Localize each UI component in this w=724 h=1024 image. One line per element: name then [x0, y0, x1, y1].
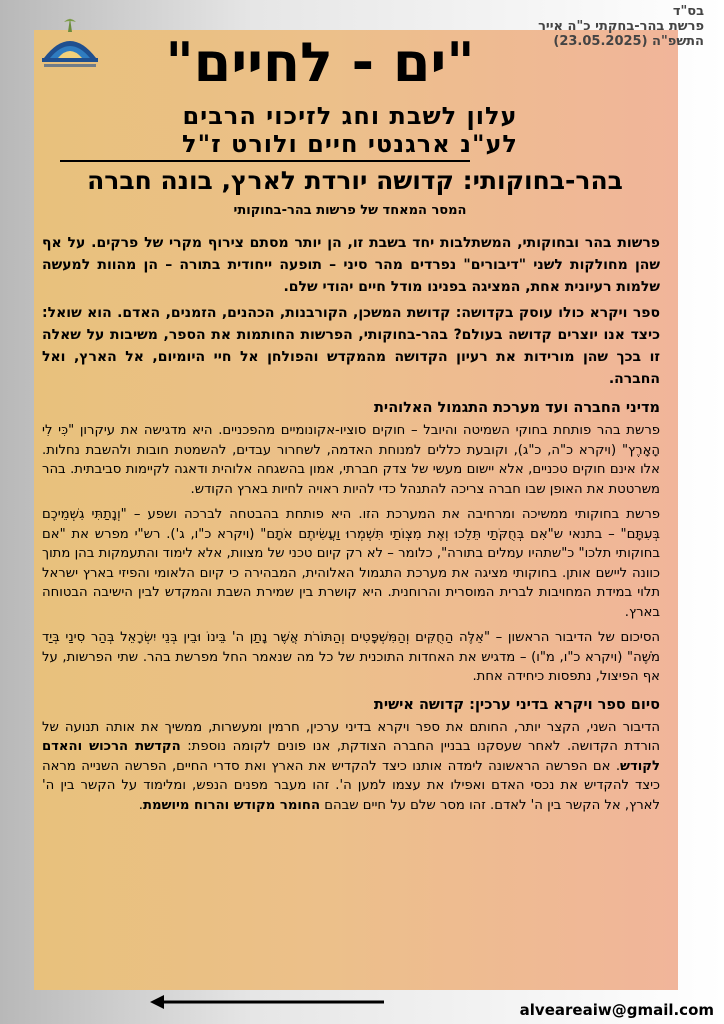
section-1-paragraph-1: פרשת בהר פותחת בחוקי השמיטה והיובל – חוקים סוציו-אקונומיים מהפכניים. היא מדגישה את עיקרון "כִּי לִי הָאָרֶץ" (ויקרא כ"ה, כ"ג), וקובעת כללים למנוחת האדמה, לשחרור עבדים, להשמטת חובות ולהשבת נחלות. אלו אינם חוקים טכניים, אלא יישום מעשי של צדק חברתי, אמון בהשגחה אלוהית ודאגה לקיימות סביבתית. בהר משרטטת את האופן שבו חברה צריכה להתנהל כדי להיות ראויה לחיות בארץ הקודש. [42, 423, 660, 497]
header-parasha: פרשת בהר-בחקתי כ"ה אייר [538, 19, 704, 34]
header-divider [60, 160, 470, 162]
left-arrow-icon[interactable] [148, 992, 388, 1012]
section-2-text-1: הדיבור השני, הקצר יותר, החותם את ספר ויקרא בדיני ערכין, חרמין ומעשרות, ממשיך את אותה תנועה של הורדת הקדושה. לאחר שעסקנו בבניין החברה הצודקת, אנו פונים לקומה נוספת: [42, 719, 660, 754]
subtitle-line-2: לע"נ ארגנטי חיים ולורט ז"ל [182, 130, 518, 158]
section-2-end: . [138, 797, 143, 813]
section-1-paragraph-2: פרשת בחוקותי ממשיכה ומרחיבה את המערכת הזו. היא פותחת בהבטחה לברכה ושפע – "וְנָתַתִּי גִשְׁמֵיכֶם בְּעִתָּם" – בתנאי ש"אִם בְּחֻקֹּתַי תֵּלֵכוּ וְאֶת מִצְוֹתַי תִּשְׁמְרוּ וַעֲשִׂיתֶם אֹתָם" (ויקרא כ"ו, ג'). רש"י מפרש את "אם בחוקותי תלכו" כ"שתהיו עמלים בתורה", כלומר – לא רק קיום טכני של מצוות, אלא לימוד והתעמקות בהן מתוך כוונה ליישם אותן. בחוקותי מציגה את מערכת התגמול האלוהית, המבהירה כי קיום הלאומי והפיזי בארץ ישראל תלוי במידת המחויבות לברית המוסרית והרוחנית. היא קושרת בין שמירת השבת והמקדש לבין הישיבה הבטוחה בארץ. [42, 507, 660, 620]
section-2-bold-2: החומר מקודש והרוח מיושמת [142, 797, 321, 813]
contact-email[interactable]: alveareaiw@gmail.com [519, 1001, 714, 1019]
article-body [42, 232, 660, 821]
section-2-paragraph [42, 718, 660, 816]
section-1-title: מדיני החברה ועד מערכת התגמול האלוהית [374, 400, 660, 416]
section-1-paragraph-3: הסיכום של הדיבור הראשון – "אֵלֶּה הַחֻקִּים וְהַמִּשְׁפָּטִים וְהַתּוֹרֹת אֲשֶׁר נָתַן ה' בֵּינוֹ וּבֵין בְּנֵי יִשְׂרָאֵל בְּהַר סִינַי בְּיַד מֹשֶׁה" (ויקרא כ"ו, מ"ו) – מדגיש את האחדות התוכנית של כל מה שנאמר החל מפרשת בהר. שתי הפרשות, על אף הפיצול, נתפסות כיחידה אחת. [42, 630, 660, 684]
header-bsd: בס"ד [672, 4, 704, 19]
intro-paragraph-2: ספר ויקרא כולו עוסק בקדושה: קדושת המשכן, הקורבנות, הכהנים, הזמנים, האדם. הוא שואל: כיצד אנו יוצרים קדושה בעולם? בהר-בחוקותי, הפרשות החותמות את הספר, משיבות על שאלה זו בכך שהן מורידות את רעיון הקדושה מהמקדש והפולחן אל חיי היומיום, אל הארץ, ואל החברה. [42, 305, 660, 387]
section-2-bold-1: הקדשת הרכוש והאדם לקודש [42, 739, 660, 774]
intro-paragraph-1: פרשות בהר ובחוקותי, המשתלבות יחד בשבת זו, הן יותר מסתם צירוף מקרי של פרקים. על אף שהן מחולקות לשני "דיבורים" נפרדים מהר סיני – תופעה ייחודית בתורה – הן מהוות למעשה שלמות רעיונית אחת, המציגה בפנינו מודל חיים יהודי שלם. [42, 235, 660, 295]
newsletter-subtitle [70, 102, 630, 158]
section-2-text-2: . אם הפרשה הראשונה לימדה אותנו כיצד להקדיש את הארץ ואת סדרי החיים, הפרשה השנייה מראה כיצד להקדיש את נכסי האדם ואפילו את עצמו למען ה'. זהו מעבר מפנים הנפש, ומלימוד על הקשר בין ה' לארץ, אל הקשר בין ה' לאדם. זהו מסר שלם על חיים שבהם [42, 758, 660, 813]
newsletter-title: "ים - לחיים" [165, 31, 475, 94]
article-heading: בהר-בחוקותי: קדושה יורדת לארץ, בונה חברה [87, 166, 623, 195]
subtitle-line-1: עלון לשבת וחג לזיכוי הרבים [182, 102, 518, 130]
article-tagline: המסר המאחד של פרשות בהר-בחוקותי [233, 203, 467, 218]
header-date: התשפ"ה (23.05.2025) [553, 34, 704, 49]
section-2-title: סיום ספר ויקרא בדיני ערכין: קדושה אישית [373, 696, 660, 713]
